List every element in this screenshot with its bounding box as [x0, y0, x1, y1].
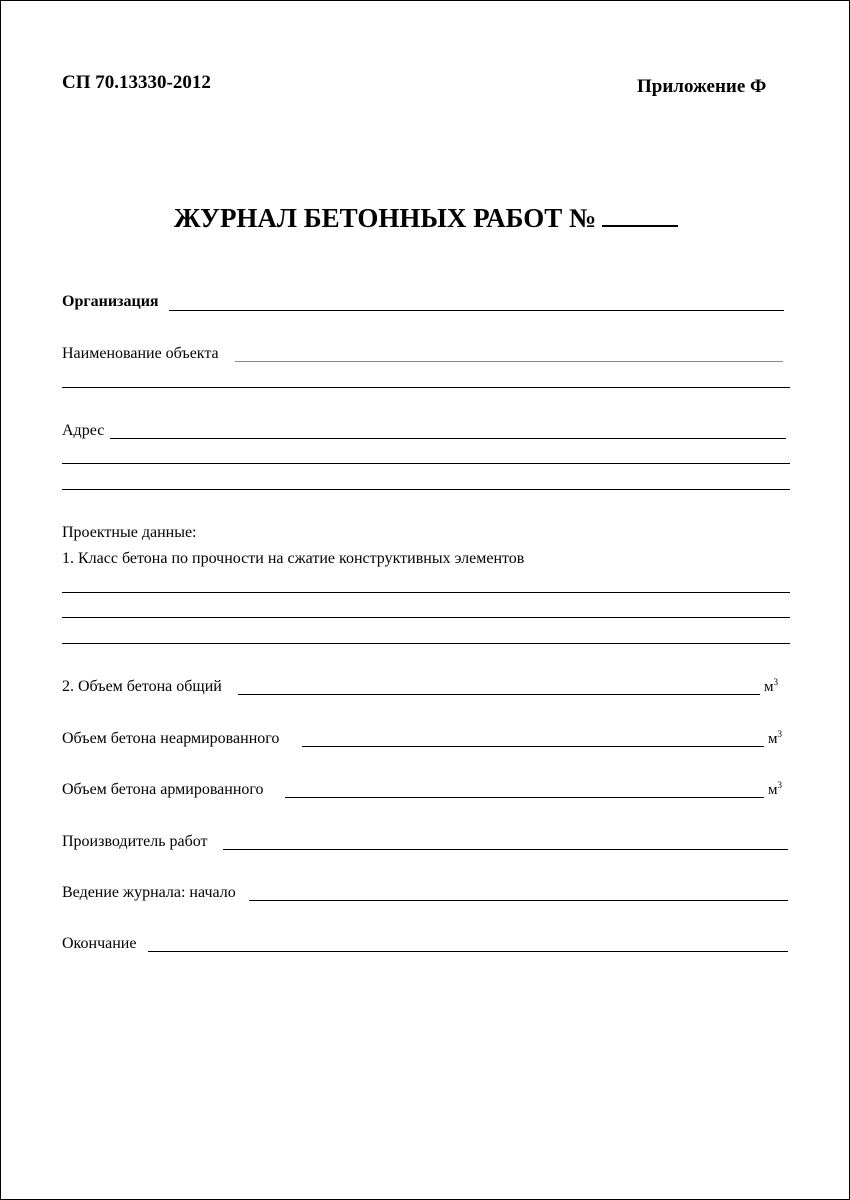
volume-reinforced-blank[interactable]	[285, 797, 764, 798]
concrete-class-label: 1. Класс бетона по прочности на сжатие конструктивных элементов	[62, 550, 525, 567]
log-start-blank[interactable]	[249, 900, 788, 901]
address-blank-2[interactable]	[62, 463, 790, 464]
work-manager-blank[interactable]	[223, 849, 788, 850]
log-start-label: Ведение журнала: начало	[62, 884, 236, 901]
log-end-blank[interactable]	[148, 951, 788, 952]
address-label: Адрес	[62, 422, 105, 439]
appendix-label: Приложение Ф	[637, 76, 767, 97]
volume-unreinforced-blank[interactable]	[302, 746, 764, 747]
volume-total-blank[interactable]	[238, 694, 760, 695]
organization-label: Организация	[62, 293, 159, 310]
object-name-label: Наименование объекта	[62, 345, 219, 362]
concrete-class-blank-1[interactable]	[62, 592, 790, 593]
address-blank-3[interactable]	[62, 489, 790, 490]
document-code: СП 70.13330-2012	[62, 72, 211, 93]
work-manager-label: Производитель работ	[62, 833, 208, 850]
object-name-blank[interactable]	[235, 361, 783, 362]
log-end-label: Окончание	[62, 935, 137, 952]
journal-title	[1, 201, 850, 234]
object-name-blank-2[interactable]	[62, 387, 790, 388]
volume-unreinforced-label: Объем бетона неармированного	[62, 730, 280, 747]
journal-title-text: ЖУРНАЛ БЕТОННЫХ РАБОТ №	[173, 203, 597, 233]
volume-total-unit: $м^3$	[764, 677, 778, 695]
volume-unreinforced-unit: $м^3$	[768, 729, 782, 747]
address-blank[interactable]	[110, 438, 786, 439]
project-data-label: Проектные данные:	[62, 524, 197, 541]
concrete-class-blank-3[interactable]	[62, 643, 790, 644]
concrete-class-blank-2[interactable]	[62, 617, 790, 618]
volume-reinforced-label: Объем бетона армированного	[62, 781, 264, 798]
volume-reinforced-unit: $м^3$	[768, 780, 782, 798]
journal-number-blank[interactable]	[602, 201, 678, 227]
volume-total-label: 2. Объем бетона общий	[62, 678, 222, 695]
organization-blank[interactable]	[169, 310, 784, 311]
